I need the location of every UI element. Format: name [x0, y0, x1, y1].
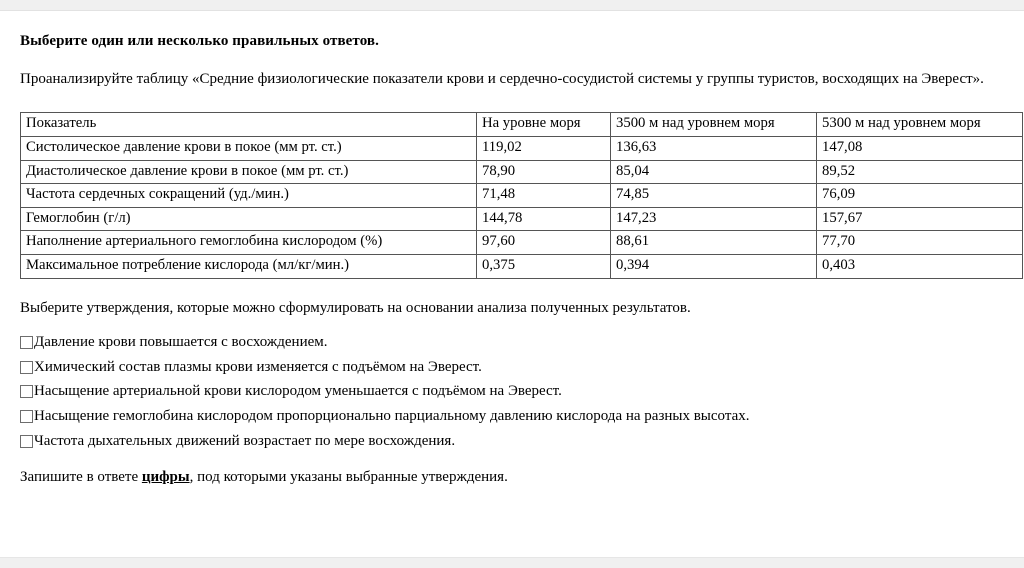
- table-cell-sea: 119,02: [477, 136, 611, 160]
- closing-prefix: Запишите в ответе: [20, 468, 142, 485]
- option-label-2: Химический состав плазмы крови изменяется с подъёмом на Эверест.: [34, 358, 482, 375]
- table-row: [21, 160, 1023, 184]
- checkbox-icon[interactable]: [20, 435, 33, 448]
- option-label-3: Насыщение артериальной крови кислородом уменьшается с подъёмом на Эверест.: [34, 383, 562, 400]
- closing-emphasis: цифры: [141, 468, 190, 485]
- table-header-3500m: 3500 м над уровнем моря: [611, 113, 817, 137]
- closing-instruction: [20, 469, 1004, 486]
- table-row: [21, 231, 1023, 255]
- table-cell-5300: 147,08: [817, 136, 1023, 160]
- checkbox-icon[interactable]: [20, 410, 33, 423]
- table-header-indicator: Показатель: [21, 113, 477, 137]
- table-cell-3500: 74,85: [611, 184, 817, 208]
- table-cell-sea: 78,90: [477, 160, 611, 184]
- table-header-row: [21, 113, 1023, 137]
- option-row-3[interactable]: [20, 382, 1004, 402]
- table-cell-indicator: Максимальное потребление кислорода (мл/кг/мин.): [21, 255, 477, 279]
- option-row-5[interactable]: [20, 432, 1004, 452]
- option-label-5: Частота дыхательных движений возрастает по мере восхождения.: [34, 432, 456, 449]
- table-cell-sea: 0,375: [477, 255, 611, 279]
- table-cell-indicator: Диастолическое давление крови в покое (мм рт. ст.): [21, 160, 477, 184]
- table-row: [21, 136, 1023, 160]
- table-cell-3500: 147,23: [611, 207, 817, 231]
- table-cell-5300: 0,403: [817, 255, 1023, 279]
- table-cell-indicator: Систолическое давление крови в покое (мм рт. ст.): [21, 136, 477, 160]
- table-cell-indicator: Частота сердечных сокращений (уд./мин.): [21, 184, 477, 208]
- table-cell-sea: 71,48: [477, 184, 611, 208]
- table-cell-3500: 0,394: [611, 255, 817, 279]
- top-chrome-bar: [0, 0, 1024, 11]
- physiology-data-table: [20, 112, 1023, 278]
- table-cell-5300: 77,70: [817, 231, 1023, 255]
- option-row-4[interactable]: [20, 407, 1004, 427]
- table-row: [21, 184, 1023, 208]
- table-cell-5300: 157,67: [817, 207, 1023, 231]
- question-intro-text: Проанализируйте таблицу «Средние физиологические показатели крови и сердечно-сосудистой системы у группы туристов, восходящих на Эверест».: [20, 71, 984, 87]
- table-cell-3500: 136,63: [611, 136, 817, 160]
- option-label-4: Насыщение гемоглобина кислородом пропорционально парциальному давлению кислорода на разных высотах.: [34, 408, 750, 425]
- checkbox-icon[interactable]: [20, 336, 33, 349]
- table-cell-sea: 97,60: [477, 231, 611, 255]
- table-cell-3500: 88,61: [611, 231, 817, 255]
- option-row-2[interactable]: [20, 358, 1004, 378]
- question-instruction: Выберите один или несколько правильных ответов.: [20, 33, 379, 49]
- table-row: [21, 207, 1023, 231]
- table-row: [21, 255, 1023, 279]
- table-header-5300m: 5300 м над уровнем моря: [817, 113, 1023, 137]
- table-header-sea-level: На уровне моря: [477, 113, 611, 137]
- table-cell-5300: 76,09: [817, 184, 1023, 208]
- table-cell-sea: 144,78: [477, 207, 611, 231]
- question-page: [0, 33, 1024, 486]
- closing-suffix: , под которыми указаны выбранные утверждения.: [189, 468, 508, 485]
- checkbox-icon[interactable]: [20, 385, 33, 398]
- answer-options-list: [20, 333, 1004, 452]
- table-cell-3500: 85,04: [611, 160, 817, 184]
- bottom-chrome-bar: [0, 557, 1024, 568]
- option-row-1[interactable]: [20, 333, 1004, 353]
- table-cell-5300: 89,52: [817, 160, 1023, 184]
- answer-prompt-text: Выберите утверждения, которые можно сформулировать на основании анализа полученных результатов.: [20, 299, 691, 316]
- table-cell-indicator: Гемоглобин (г/л): [21, 207, 477, 231]
- table-cell-indicator: Наполнение артериального гемоглобина кислородом (%): [21, 231, 477, 255]
- checkbox-icon[interactable]: [20, 361, 33, 374]
- option-label-1: Давление крови повышается с восхождением.: [34, 333, 328, 350]
